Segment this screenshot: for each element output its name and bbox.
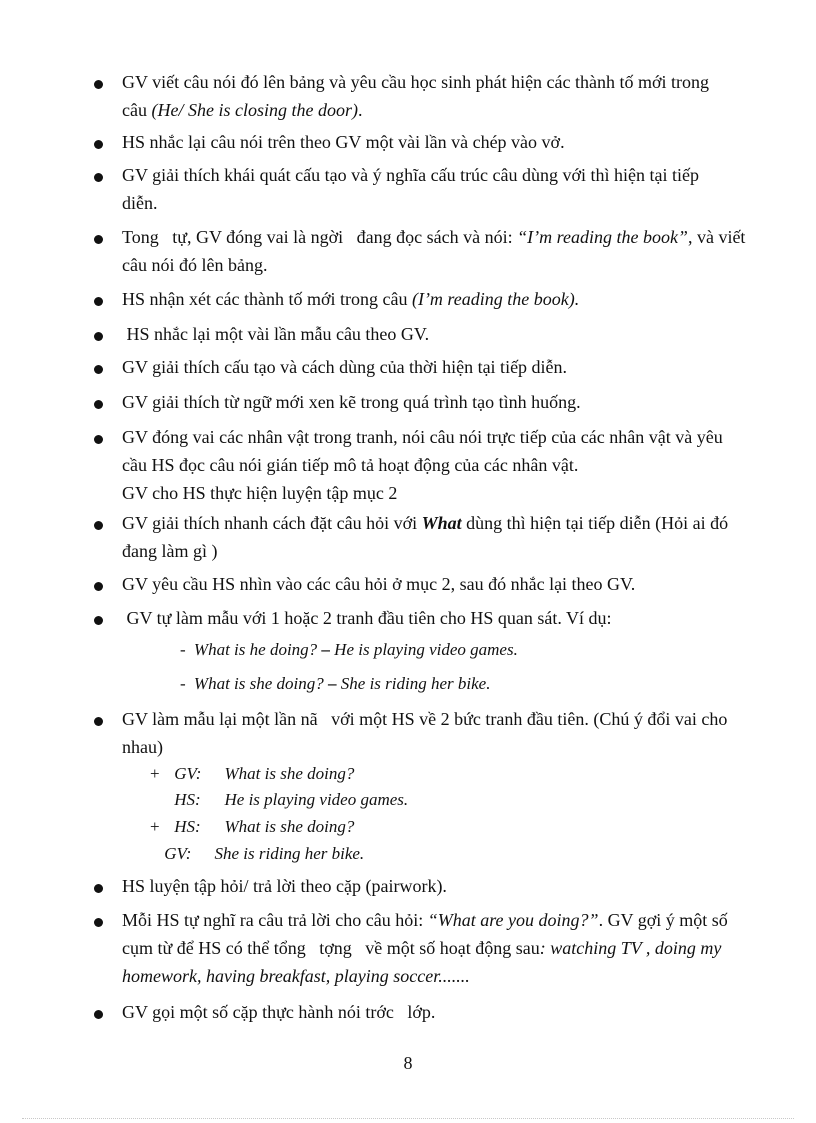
text-run: Mỗi HS tự nghĩ ra câu trả lời cho câu hỏi:	[122, 910, 428, 930]
text-run: GV tự làm mẫu với 1 hoặc 2 tranh đầu tiên cho HS quan sát. Ví dụ:	[122, 608, 612, 628]
italic-text-run: “I’m reading the book”	[517, 227, 688, 247]
text-run: HS luyện tập hỏi/ trả lời theo cặp (pairwork).	[122, 876, 447, 896]
text-run: diễn.	[122, 193, 158, 213]
paragraph-line	[122, 537, 772, 565]
bullet-icon	[94, 235, 103, 244]
paragraph-line	[122, 479, 772, 507]
example-mark: -	[180, 674, 186, 693]
dialog-line-4	[150, 844, 364, 864]
dialog-text: What is she doing?	[224, 817, 355, 836]
paragraph-line	[122, 451, 772, 479]
bullet-paragraph	[122, 285, 772, 313]
dialog-line-3	[150, 817, 354, 837]
bullet-icon	[94, 140, 103, 149]
paragraph-line	[122, 161, 772, 189]
paragraph-line	[122, 509, 772, 537]
paragraph-line	[122, 934, 772, 962]
text-run: , và viết	[687, 227, 746, 247]
text-run: HS nhận xét các thành tố mới trong câu	[122, 289, 412, 309]
paragraph-line	[122, 251, 772, 279]
bullet-paragraph	[122, 705, 772, 761]
text-run: dùng thì hiện tại tiếp diễn (Hỏi ai đó	[461, 513, 729, 533]
text-run: GV yêu cầu HS nhìn vào các câu hỏi ở mục 2, sau đó nhắc lại theo GV.	[122, 574, 636, 594]
dialog-text: He is playing video games.	[224, 790, 409, 809]
text-run: GV gọi một số cặp thực hành nói trớc lớp.	[122, 1002, 436, 1022]
bullet-icon	[94, 365, 103, 374]
dialog-line-2	[150, 790, 408, 810]
text-run: GV giải thích nhanh cách đặt câu hỏi với	[122, 513, 422, 533]
paragraph-line	[122, 128, 772, 156]
italic-text-run: homework, having breakfast, playing soccer.......	[122, 966, 470, 986]
paragraph-line	[122, 570, 772, 598]
paragraph-line	[122, 705, 772, 733]
paragraph-line	[122, 320, 772, 348]
bullet-paragraph	[122, 128, 772, 156]
example-dash: –	[321, 640, 330, 659]
text-run: GV cho HS thực hiện luyện tập mục 2	[122, 483, 398, 503]
example-question: What is she doing?	[193, 674, 324, 693]
bullet-paragraph	[122, 161, 772, 217]
text-run: cụm từ để HS có thể tổng tợng về một số hoạt động sau	[122, 938, 540, 958]
italic-text-run: : watching TV , doing my	[539, 938, 722, 958]
text-run: .	[357, 100, 363, 120]
paragraph-line	[122, 733, 772, 761]
dialog-line-1	[150, 764, 354, 784]
text-run: HS nhắc lại một vài lần mẫu câu theo GV.	[122, 324, 430, 344]
text-run: nhau)	[122, 737, 163, 757]
text-run: HS nhắc lại câu nói trên theo GV một vài lần và chép vào vở.	[122, 132, 565, 152]
text-run: câu	[122, 100, 152, 120]
paragraph-line	[122, 388, 772, 416]
bullet-icon	[94, 1010, 103, 1019]
paragraph-line	[122, 189, 772, 217]
text-run: GV giải thích cấu tạo và cách dùng của thời hiện tại tiếp diễn.	[122, 357, 568, 377]
paragraph-line	[122, 872, 772, 900]
dialog-speaker: HS:	[174, 817, 201, 836]
bullet-paragraph	[122, 223, 772, 279]
text-run: câu nói đó lên bảng.	[122, 255, 268, 275]
bullet-icon	[94, 400, 103, 409]
bullet-icon	[94, 80, 103, 89]
dialog-text: She is riding her bike.	[214, 844, 365, 863]
paragraph-line	[122, 68, 772, 96]
example-dash: –	[328, 674, 337, 693]
bullet-paragraph	[122, 320, 772, 348]
bullet-icon	[94, 521, 103, 530]
bullet-paragraph	[122, 423, 772, 507]
bullet-icon	[94, 297, 103, 306]
page-number: 8	[403, 1053, 413, 1073]
bullet-paragraph	[122, 570, 772, 598]
bullet-icon	[94, 884, 103, 893]
italic-text-run: (I’m reading the book).	[411, 289, 580, 309]
paragraph-line	[122, 285, 772, 313]
example-mark: -	[180, 640, 186, 659]
bullet-paragraph	[122, 872, 772, 900]
paragraph-line	[122, 998, 772, 1026]
example-question: What is he doing?	[193, 640, 318, 659]
paragraph-line	[122, 353, 772, 381]
bullet-paragraph	[122, 353, 772, 381]
bullet-icon	[94, 173, 103, 182]
dialog-plus: +	[150, 817, 160, 836]
bullet-paragraph	[122, 509, 772, 565]
example-answer: She is riding her bike.	[340, 674, 491, 693]
bullet-icon	[94, 435, 103, 444]
bold-text-run: What	[421, 513, 462, 533]
bullet-icon	[94, 332, 103, 341]
example-answer: He is playing video games.	[334, 640, 518, 659]
dialog-speaker: GV:	[164, 844, 192, 863]
bullet-icon	[94, 582, 103, 591]
dialog-speaker: GV:	[174, 764, 202, 783]
bullet-paragraph	[122, 68, 772, 124]
text-run: GV viết câu nói đó lên bảng và yêu cầu học sinh phát hiện các thành tố mới trong	[122, 72, 710, 92]
text-run: GV giải thích từ ngữ mới xen kẽ trong quá trình tạo tình huống.	[122, 392, 581, 412]
text-run: đang làm gì )	[122, 541, 218, 561]
text-run: . GV gợi ý một số	[598, 910, 728, 930]
text-run: cầu HS đọc câu nói gián tiếp mô tả hoạt động của các nhân vật.	[122, 455, 579, 475]
dialog-plus: +	[150, 764, 160, 783]
bullet-icon	[94, 918, 103, 927]
text-run: GV đóng vai các nhân vật trong tranh, nói câu nói trực tiếp của các nhân vật và yêu	[122, 427, 723, 447]
text-run: Tong tự, GV đóng vai là ngời đang đọc sách và nói:	[122, 227, 518, 247]
bullet-paragraph	[122, 998, 772, 1026]
bullet-paragraph	[122, 388, 772, 416]
italic-text-run: (He/ She is closing the door)	[151, 100, 358, 120]
bullet-icon	[94, 616, 103, 625]
paragraph-line	[122, 223, 772, 251]
paragraph-line	[122, 423, 772, 451]
example-line-1	[180, 640, 518, 660]
bullet-paragraph	[122, 906, 772, 990]
text-run: GV giải thích khái quát cấu tạo và ý nghĩa cấu trúc câu dùng với thì hiện tại tiếp	[122, 165, 700, 185]
dialog-speaker: HS:	[174, 790, 201, 809]
italic-text-run: “What are you doing?”	[427, 910, 599, 930]
dialog-text: What is she doing?	[224, 764, 355, 783]
page-footer-divider	[22, 1118, 794, 1119]
example-line-2	[180, 674, 490, 694]
text-run: GV làm mẫu lại một lần nã với một HS về 2 bức tranh đầu tiên. (Chú ý đổi vai cho	[122, 709, 728, 729]
paragraph-line	[122, 96, 772, 124]
paragraph-line	[122, 604, 772, 632]
bullet-paragraph	[122, 604, 772, 632]
paragraph-line	[122, 906, 772, 934]
bullet-icon	[94, 717, 103, 726]
paragraph-line	[122, 962, 772, 990]
